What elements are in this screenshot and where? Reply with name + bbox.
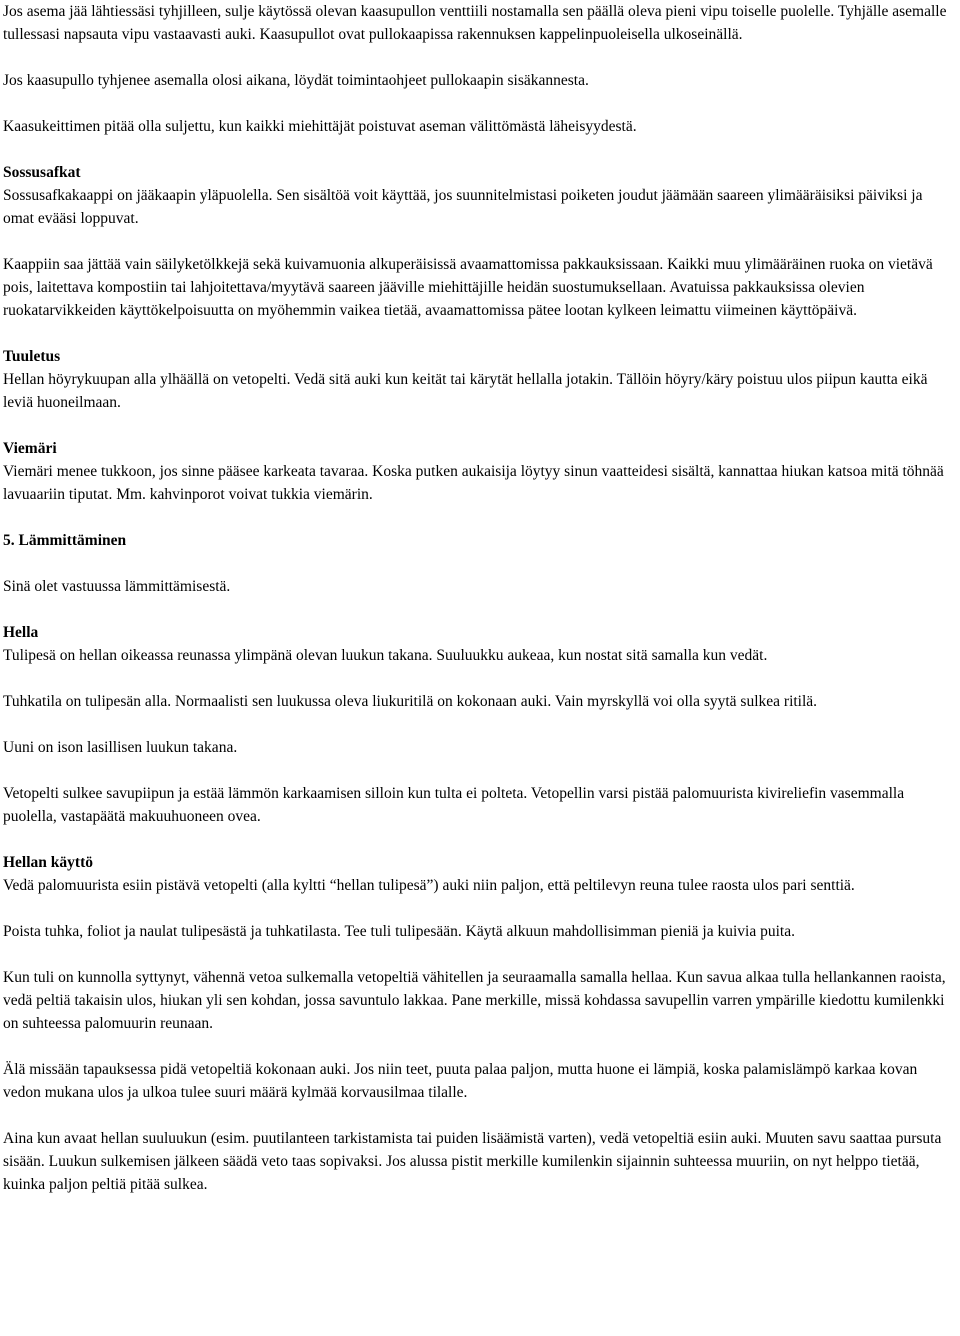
section-heading: 5. Lämmittäminen	[3, 532, 127, 549]
paragraph: Vetopelti sulkee savupiipun ja estää lämmön karkaamisen silloin kun tulta ei polteta. Vetopellin varsi pistää palomuurista kivireliefin vasemmalla puolella, vastapäätä makuuhuoneen ovea.	[3, 785, 905, 825]
text-block	[3, 529, 957, 598]
paragraph: Kaasukeittimen pitää olla suljettu, kun kaikki miehittäjät poistuvat aseman välittömästä läheisyydestä.	[3, 118, 637, 135]
text-block	[3, 161, 957, 230]
document-body	[3, 0, 957, 1219]
paragraph: Tulipesä on hellan oikeassa reunassa ylimpänä olevan luukun takana. Suuluukku aukeaa, kun nostat sitä samalla kun vedät.	[3, 647, 768, 664]
paragraph: Kun tuli on kunnolla syttynyt, vähennä vetoa sulkemalla vetopeltiä vähitellen ja seuraamalla samalla hellaa. Kun savua alkaa tulla hellankannen raoista, vedä peltiä takaisin ulos, hiukan yli sen kohdan, jossa savuntulo lakkaa. Pane merkille, missä kohdassa savupellin varren ympärille kiedottu kumilenkki on suhteessa palomuurin reunaan.	[3, 969, 946, 1032]
subsection-heading: Tuuletus	[3, 348, 61, 365]
paragraph: Viemäri menee tukkoon, jos sinne pääsee karkeata tavaraa. Koska putken aukaisija löytyy sinun vaatteidesi sisältä, kannattaa hiukan katsoa mitä töhnää lavuaariin tiputat. Mm. kahvinporot voivat tukkia viemärin.	[3, 463, 944, 503]
paragraph: Vedä palomuurista esiin pistävä vetopelti (alla kyltti “hellan tulipesä”) auki niin paljon, että peltilevyn reuna tulee raosta ulos pari senttiä.	[3, 877, 855, 894]
text-block	[3, 0, 957, 46]
text-block	[3, 253, 957, 322]
subsection-heading: Viemäri	[3, 440, 57, 457]
paragraph: Tuhkatila on tulipesän alla. Normaalisti sen luukussa oleva liukuritilä on kokonaan auki. Vain myrskyllä voi olla syytä sulkea ritilä.	[3, 693, 818, 710]
text-block	[3, 1127, 957, 1196]
paragraph: Älä missään tapauksessa pidä vetopeltiä kokonaan auki. Jos niin teet, puuta palaa paljon, mutta huone ei lämpiä, koska palamislämpö karkaa kovan vedon mukana ulos ja ulkoa tulee suuri määrä kylmää korvausilmaa tilalle.	[3, 1061, 918, 1101]
text-block	[3, 782, 957, 828]
subsection-heading: Sossusafkat	[3, 164, 81, 181]
text-block	[3, 621, 957, 667]
text-block	[3, 69, 957, 92]
text-block	[3, 437, 957, 506]
paragraph: Kaappiin saa jättää vain säilyketölkkejä sekä kuivamuonia alkuperäisissä avaamattomissa pakkauksissaan. Kaikki muu ylimääräinen ruoka on vietävä pois, laitettava kompostiin tai lahjoitettava/myytävä saareen jääville miehittäjille heidän suostumuksellaan. Avatuissa pakkauksissa olevien ruokatarvikkeiden käyttökelpoisuutta on myöhemmin vaikea tietää, avaamattomissa pätee lootan kylkeen leimattu viimeinen käyttöpäivä.	[3, 256, 933, 319]
paragraph: Jos asema jää lähtiessäsi tyhjilleen, sulje käytössä olevan kaasupullon venttiili nostamalla sen päällä oleva pieni vipu toiselle puolelle. Tyhjälle asemalle tullessasi napsauta vipu vastaavasti auki. Kaasupullot ovat pullokaapissa rakennuksen kappelinpuoleisella ulkoseinällä.	[3, 3, 947, 43]
paragraph: Uuni on ison lasillisen luukun takana.	[3, 739, 238, 756]
text-block	[3, 966, 957, 1035]
paragraph: Aina kun avaat hellan suuluukun (esim. puutilanteen tarkistamista tai puiden lisäämistä varten), vedä vetopeltiä esiin auki. Muuten savu saattaa pursuta sisään. Luukun sulkemisen jälkeen säädä veto taas sopivaksi. Jos alussa pistit merkille kumilenkin sijainnin suhteessa muuriin, on nyt helppo tietää, kuinka paljon peltiä pitää sulkea.	[3, 1130, 942, 1193]
paragraph: Sinä olet vastuussa lämmittämisestä.	[3, 578, 231, 595]
paragraph: Sossusafkakaappi on jääkaapin yläpuolella. Sen sisältöä voit käyttää, jos suunnitelmistasi poiketen joudut jäämään saareen ylimääräisiksi päiviksi ja omat evääsi loppuvat.	[3, 187, 923, 227]
text-block	[3, 115, 957, 138]
paragraph: Jos kaasupullo tyhjenee asemalla olosi aikana, löydät toimintaohjeet pullokaapin sisäkannesta.	[3, 72, 589, 89]
text-block	[3, 851, 957, 897]
subsection-heading: Hellan käyttö	[3, 854, 93, 871]
text-block	[3, 736, 957, 759]
subsection-heading: Hella	[3, 624, 39, 641]
text-block	[3, 345, 957, 414]
text-block	[3, 690, 957, 713]
paragraph: Poista tuhka, foliot ja naulat tulipesästä ja tuhkatilasta. Tee tuli tulipesään. Käytä alkuun mahdollisimman pieniä ja kuivia puita.	[3, 923, 795, 940]
text-block	[3, 1058, 957, 1104]
paragraph: Hellan höyrykuupan alla ylhäällä on vetopelti. Vedä sitä auki kun keität tai kärytät hellalla jotakin. Tällöin höyry/käry poistuu ulos piipun kautta eikä leviä huoneilmaan.	[3, 371, 928, 411]
text-block	[3, 920, 957, 943]
